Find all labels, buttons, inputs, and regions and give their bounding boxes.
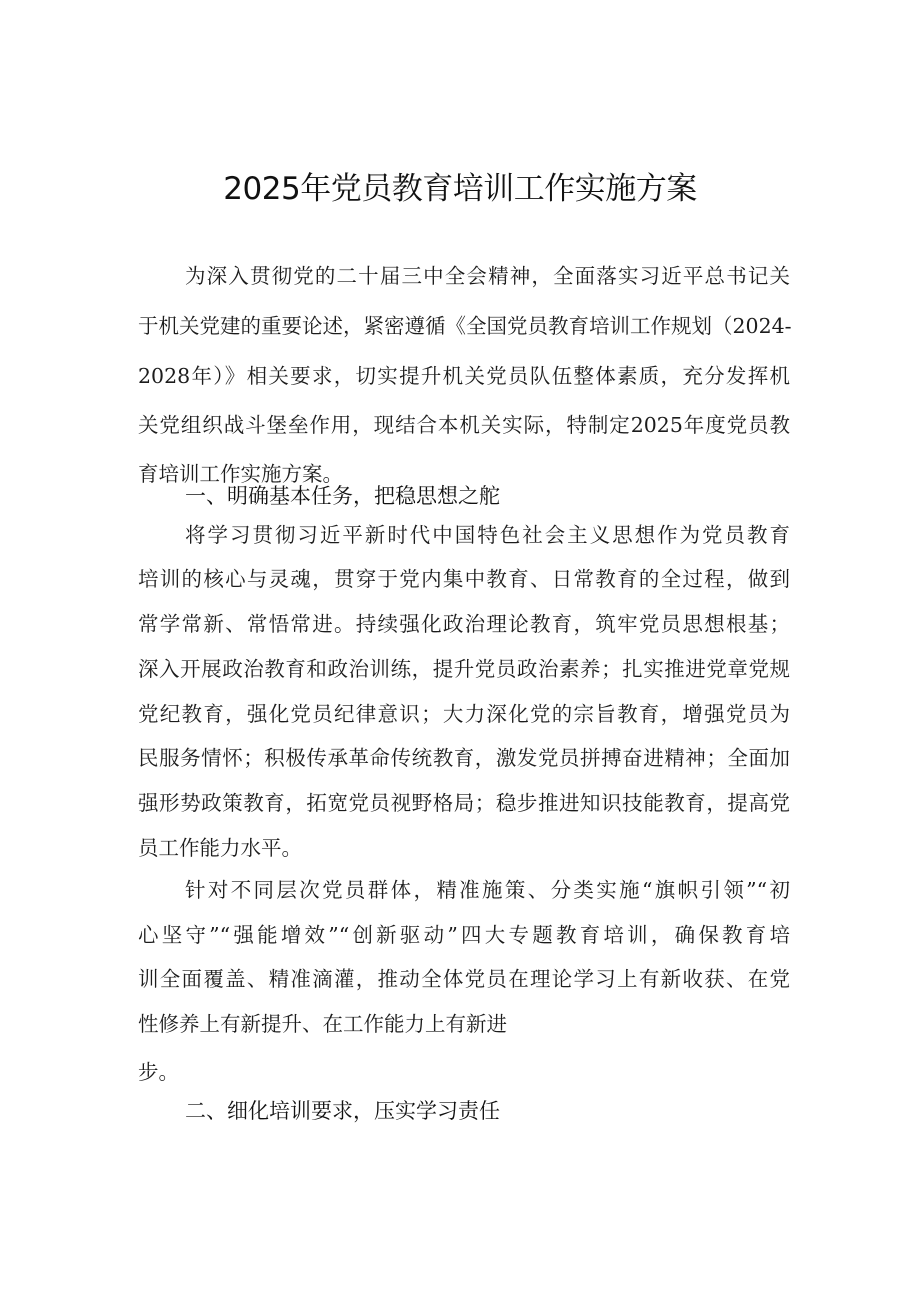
body-line: 党纪教育，强化党员纪律意识；大力深化党的宗旨教育，增强党员为 [138, 702, 790, 726]
body-line: 民服务情怀；积极传承革命传统教育，激发党员拼搏奋进精神；全面加 [138, 746, 790, 770]
intro-line: 育培训工作实施方案。 [138, 462, 343, 486]
intro-line: 为深入贯彻党的二十届三中全会精神，全面落实习近平总书记关 [185, 264, 790, 288]
body-line: 强形势政策教育，拓宽党员视野格局；稳步推进知识技能教育，提高党 [138, 791, 790, 815]
body-line: 性修养上有新提升、在工作能力上有新进 [138, 1012, 507, 1036]
body-line: 训全面覆盖、精准滴灌，推动全体党员在理论学习上有新收获、在党 [138, 967, 790, 991]
section-heading: 二、细化培训要求，压实学习责任 [185, 1099, 500, 1123]
document-title: 2025年党员教育培训工作实施方案 [223, 171, 697, 207]
body-line: 步。 [138, 1060, 179, 1084]
body-line: 深入开展政治教育和政治训练，提升党员政治素养；扎实推进党章党规 [138, 657, 790, 681]
body-line: 培训的核心与灵魂，贯穿于党内集中教育、日常教育的全过程，做到 [138, 567, 790, 591]
intro-line: 2028年）》相关要求，切实提升机关党员队伍整体素质，充分发挥机 [138, 364, 790, 388]
intro-line: 关党组织战斗堡垒作用，现结合本机关实际，特制定2025年度党员教 [138, 413, 790, 437]
section-heading: 一、明确基本任务，把稳思想之舵 [185, 484, 500, 508]
body-line: 针对不同层次党员群体，精准施策、分类实施“旗帜引领”“初 [185, 878, 790, 902]
body-line: 员工作能力水平。 [138, 836, 302, 860]
body-line: 常学常新、常悟常进。持续强化政治理论教育，筑牢党员思想根基； [138, 612, 790, 636]
intro-line: 于机关党建的重要论述，紧密遵循《全国党员教育培训工作规划（2024- [138, 314, 792, 338]
body-line: 心坚守”“强能增效”“创新驱动”四大专题教育培训，确保教育培 [138, 923, 790, 947]
body-line: 将学习贯彻习近平新时代中国特色社会主义思想作为党员教育 [185, 523, 790, 547]
